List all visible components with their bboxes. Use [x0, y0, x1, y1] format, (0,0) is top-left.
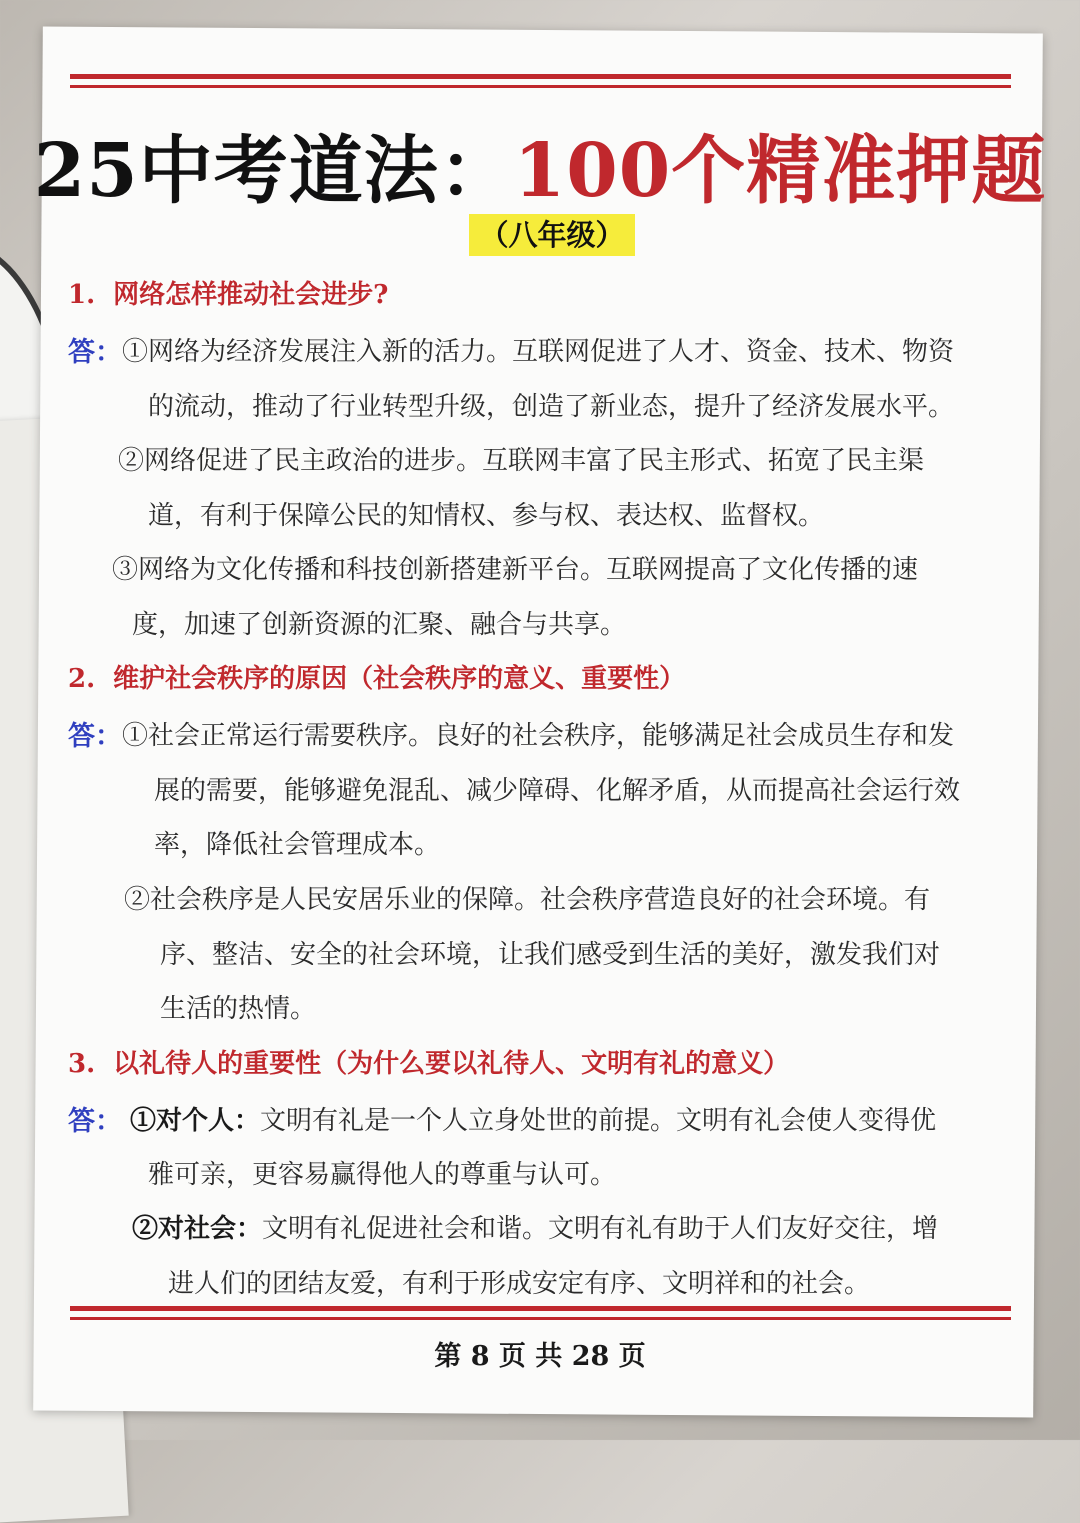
answer-1-line-1: ①网络为经济发展注入新的活力。互联网促进了人才、资金、技术、物资 [122, 337, 955, 367]
answer-3-item-1-text: 文明有礼是一个人立身处世的前提。文明有礼会使人变得优 [260, 1106, 937, 1136]
answer-2-line-1: ①社会正常运行需要秩序。良好的社会秩序，能够满足社会成员生存和发 [122, 721, 955, 751]
top-double-rule [70, 74, 1011, 88]
grade-badge: （八年级） [469, 214, 635, 256]
answer-2-line-6: 生活的热情。 [160, 994, 317, 1024]
question-1 [68, 274, 388, 311]
bottom-double-rule [70, 1306, 1011, 1320]
question-2-text: 维护社会秩序的原因（社会秩序的意义、重要性） [113, 664, 686, 694]
answer-3-label: 答： [68, 1106, 122, 1137]
question-1-number: 1. [68, 280, 96, 310]
answer-1-line-3: ②网络促进了民主政治的进步。互联网丰富了民主形式、拓宽了民主渠 [118, 446, 925, 476]
answer-2-label: 答： [68, 721, 122, 752]
answer-3-item-2 [132, 1208, 938, 1245]
answer-3-item-2-cont: 进人们的团结友爱，有利于形成安定有序、文明祥和的社会。 [168, 1269, 871, 1299]
answer-3-item-1-lead: ①对个人： [130, 1106, 261, 1136]
answer-2-line-5: 序、整洁、安全的社会环境，让我们感受到生活的美好，激发我们对 [160, 940, 941, 970]
question-2 [68, 658, 685, 695]
answer-3-item-1-cont: 雅可亲，更容易赢得他人的尊重与认可。 [148, 1160, 617, 1190]
question-3-text: 以礼待人的重要性（为什么要以礼待人、文明有礼的意义） [113, 1049, 790, 1079]
page-number: 第 8 页 共 28 页 [434, 1341, 646, 1372]
answer-2-line-2: 展的需要，能够避免混乱、减少障碍、化解矛盾，从而提高社会运行效 [154, 776, 961, 806]
answer-3-item-2-lead: ②对社会： [132, 1214, 263, 1244]
question-2-number: 2. [68, 664, 96, 694]
title-part-2: 100个精准押题 [513, 128, 1047, 214]
answer-2-line-3: 率，降低社会管理成本。 [154, 830, 441, 860]
answer-1-label: 答： [68, 337, 122, 368]
title-part-1: 25中考道法： [33, 128, 514, 214]
answer-1-line-6: 度，加速了创新资源的汇聚、融合与共享。 [132, 610, 627, 640]
answer-1-line-5: ③网络为文化传播和科技创新搭建新平台。互联网提高了文化传播的速 [112, 555, 919, 585]
answer-1-line-2: 的流动，推动了行业转型升级，创造了新业态，提升了经济发展水平。 [148, 392, 955, 422]
answer-3-item-1 [130, 1100, 936, 1137]
question-1-text: 网络怎样推动社会进步? [113, 280, 389, 310]
answer-1-line-4: 道，有利于保障公民的知情权、参与权、表达权、监督权。 [148, 501, 825, 531]
answer-3-item-2-text: 文明有礼促进社会和谐。文明有礼有助于人们友好交往，增 [262, 1214, 939, 1244]
page-title [0, 112, 1080, 218]
answer-2-line-4: ②社会秩序是人民安居乐业的保障。社会秩序营造良好的社会环境。有 [124, 885, 931, 915]
question-3-number: 3. [68, 1049, 96, 1079]
question-3 [68, 1043, 789, 1080]
